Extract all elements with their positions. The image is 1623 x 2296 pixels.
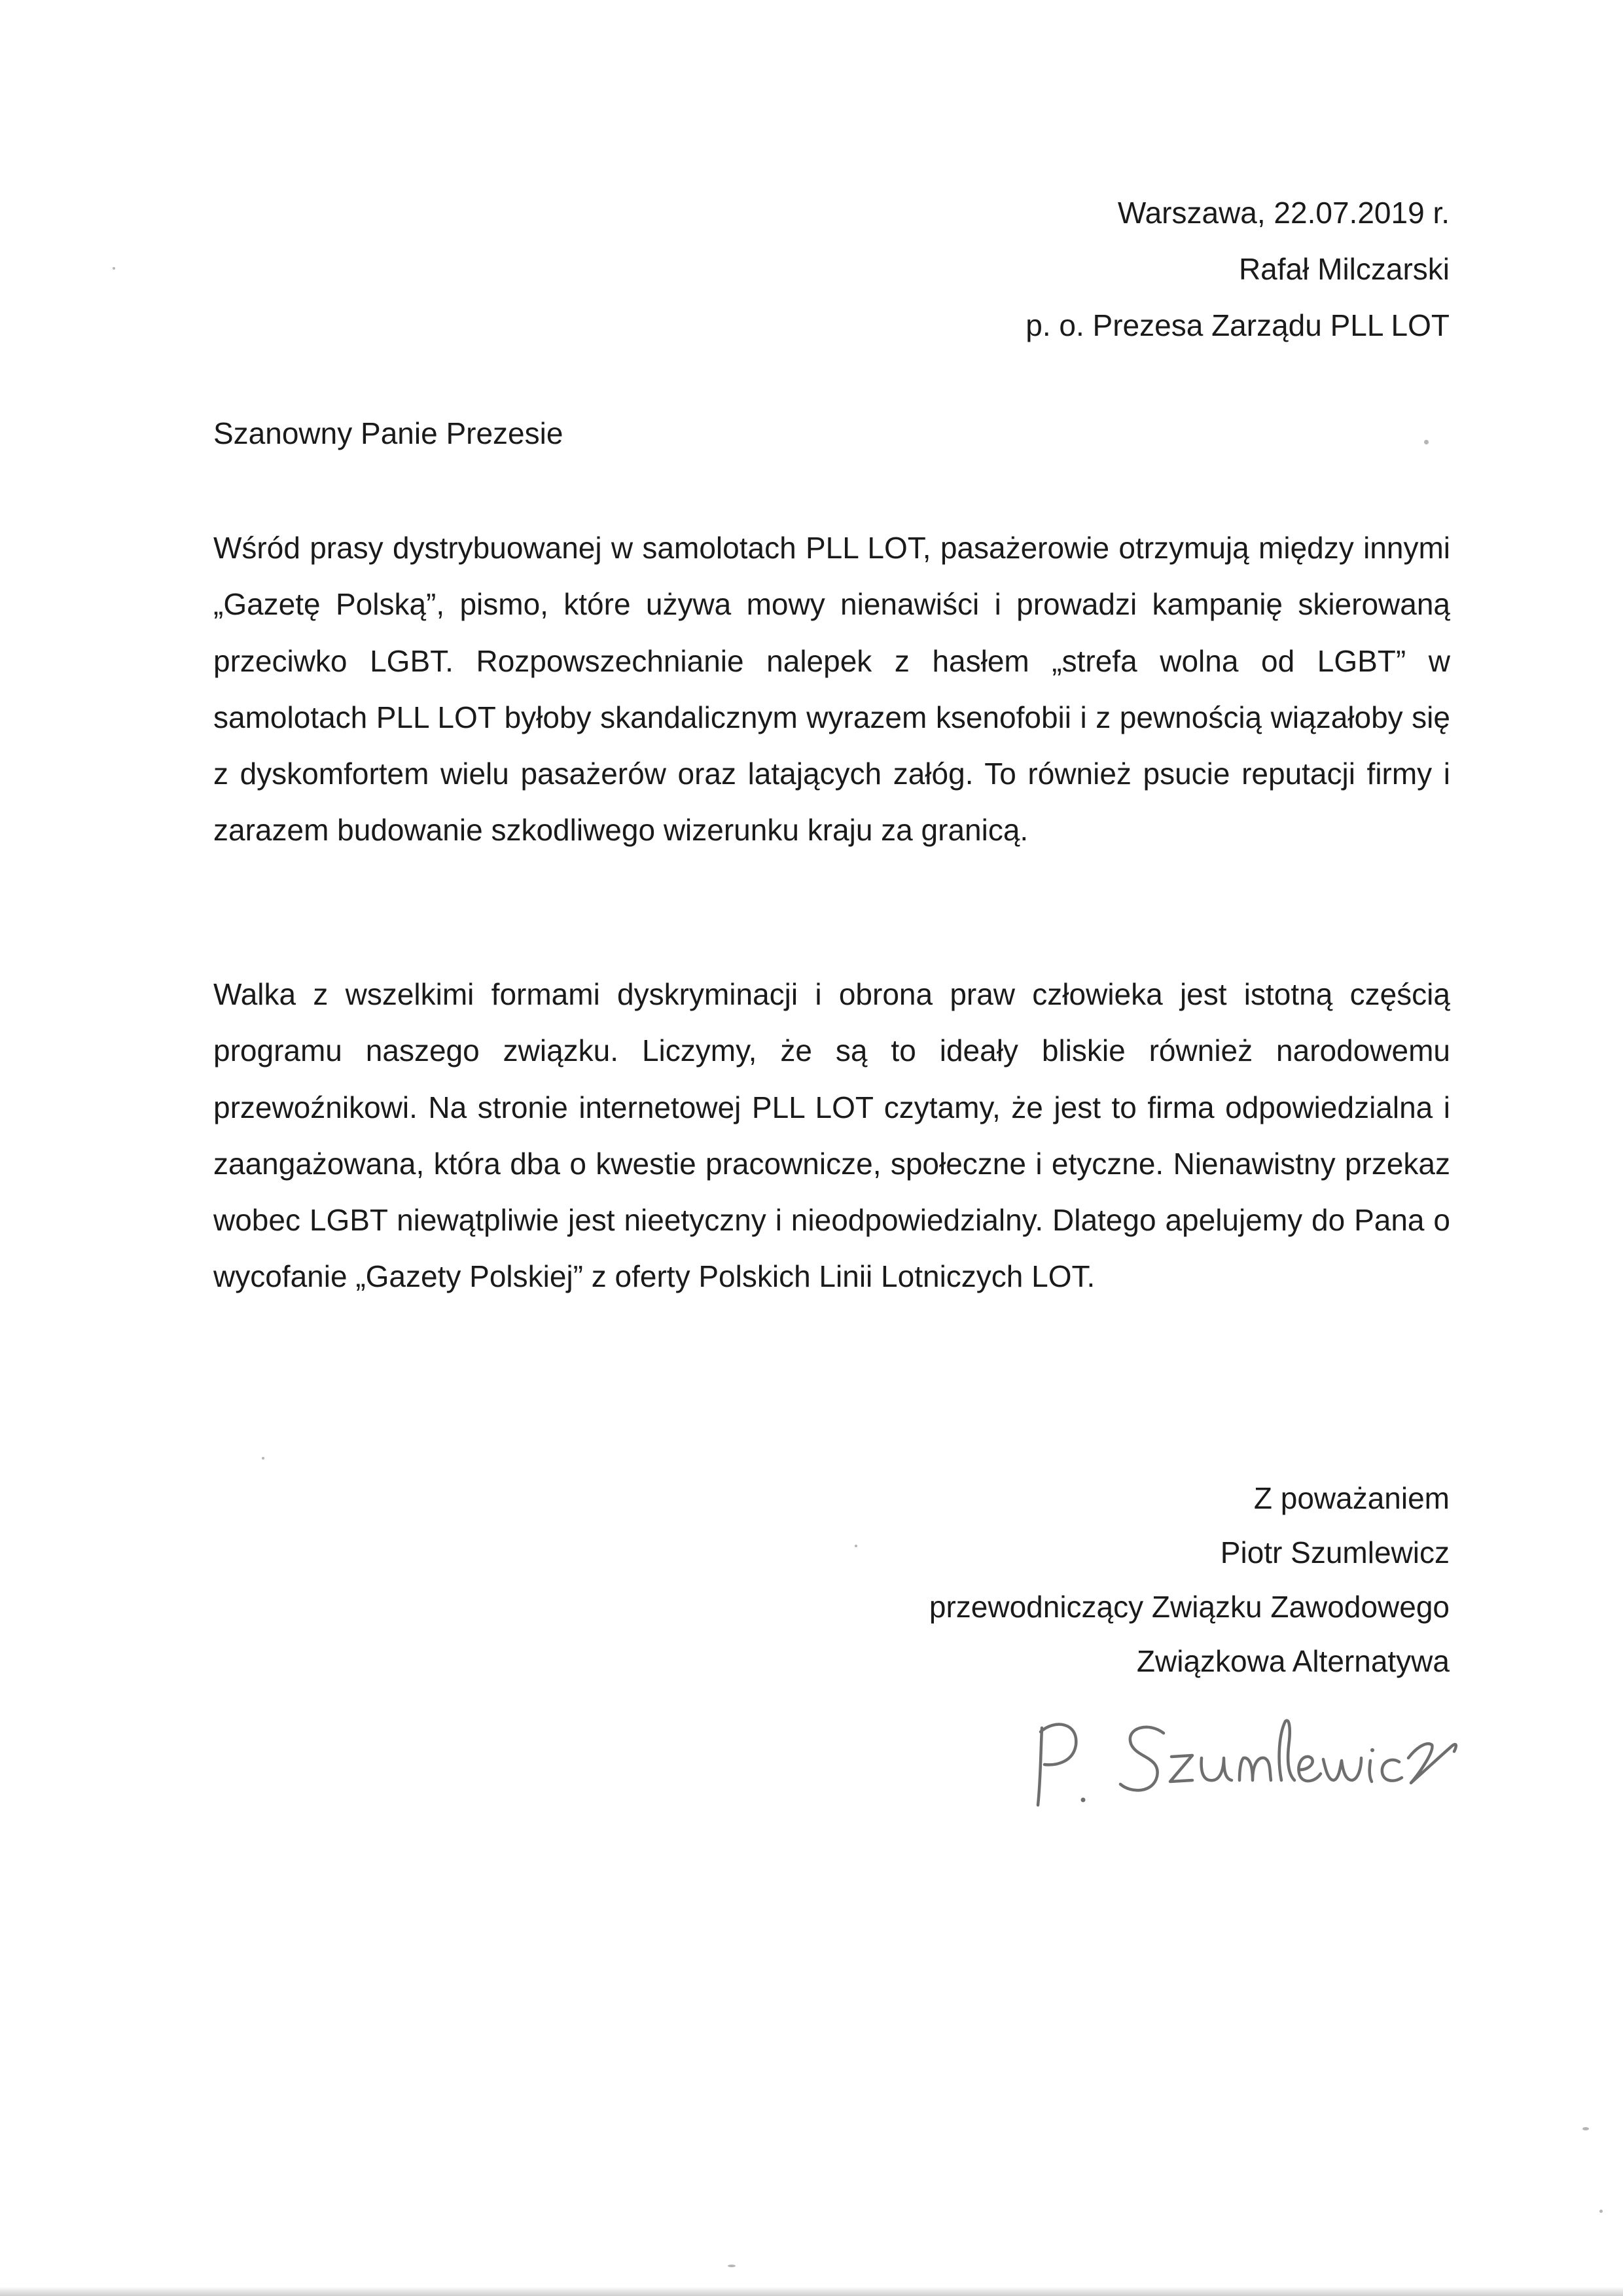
scan-speck: [262, 1457, 264, 1460]
scan-speck: [1599, 2210, 1603, 2213]
recipient-title: p. o. Prezesa Zarządu PLL LOT: [1026, 308, 1450, 342]
signer-organization: Związkowa Alternatywa: [1136, 1644, 1450, 1678]
valediction: Z poważaniem: [1253, 1481, 1450, 1515]
place-date: Warszawa, 22.07.2019 r.: [1117, 196, 1450, 230]
signer-role: przewodniczący Związku Zawodowego: [929, 1590, 1450, 1624]
letter-closing: [929, 1471, 1450, 1689]
recipient-name: Rafał Milczarski: [1238, 252, 1450, 286]
salutation: Szanowny Panie Prezesie: [213, 416, 563, 450]
scan-speck: [113, 267, 115, 270]
handwritten-signature: [1021, 1702, 1492, 1839]
body-paragraph-1: Wśród prasy dystrybuowanej w samolotach PLL LOT, pasażerowie otrzymują między innymi „Gazetę Polską”, pismo, które używa mowy nienawiści i prowadzi kampanię skierowaną przeciwko LGBT. Rozpowszechnianie nalepek z hasłem „strefa wolna od LGBT” w samolotach PLL LOT byłoby skandalicznym wyrazem ksenofobii i z pewnością wiązałoby się z dyskomfortem wielu pasażerów oraz latających załóg. To również psucie reputacji firmy i zarazem budowanie szkodliwego wizerunku kraju za granicą.: [213, 531, 1450, 848]
signer-name: Piotr Szumlewicz: [1220, 1535, 1450, 1570]
scan-speck: [728, 2265, 736, 2267]
scan-bottom-edge: [0, 2287, 1623, 2296]
scan-speck: [1424, 440, 1429, 444]
scan-speck: [1582, 2127, 1589, 2130]
letter-header: [1026, 185, 1450, 353]
scan-speck: [855, 1545, 857, 1547]
body-paragraph-2: Walka z wszelkimi formami dyskryminacji i obrona praw człowieka jest istotną częścią programu naszego związku. Liczymy, że są to ideały bliskie również narodowemu przewoźnikowi. Na stronie internetowej PLL LOT czytamy, że jest to firma odpowiedzialna i zaangażowana, która dba o kwestie pracownicze, społeczne i etyczne. Nienawistny przekaz wobec LGBT niewątpliwie jest nieetyczny i nieodpowiedzialny. Dlatego apelujemy do Pana o wycofanie „Gazety Polskiej” z oferty Polskich Linii Lotniczych LOT.: [213, 977, 1450, 1294]
